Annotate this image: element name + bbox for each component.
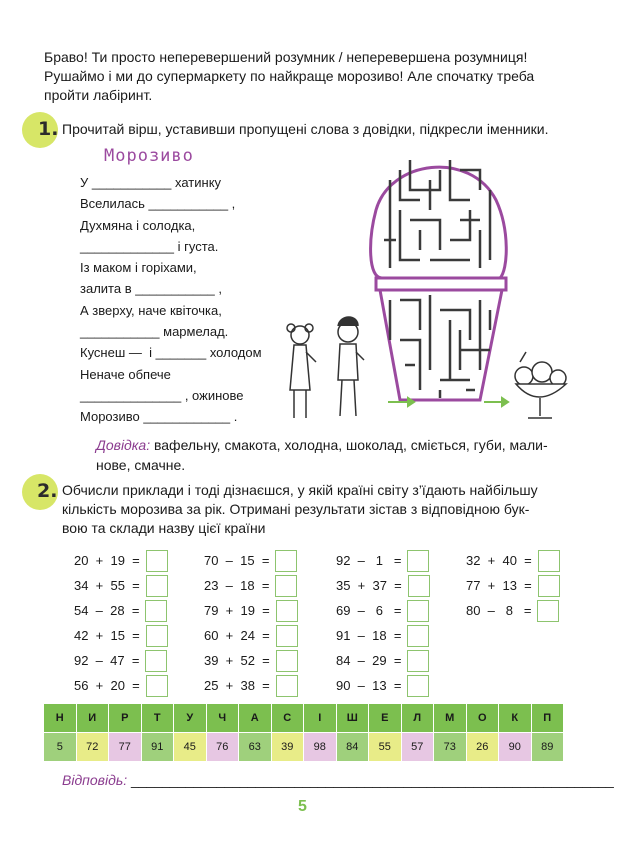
key-letter-cell: С [272, 704, 304, 732]
key-number-cell: 90 [499, 733, 531, 761]
key-number-cell: 26 [467, 733, 499, 761]
key-letter-cell: Ш [337, 704, 369, 732]
key-letter-cell: О [467, 704, 499, 732]
answer-box[interactable] [145, 650, 167, 672]
answer-box[interactable] [407, 550, 429, 572]
answer-box[interactable] [407, 625, 429, 647]
poem-line: Морозиво ____________ . [80, 409, 238, 425]
exercise-text: 90 – 13 = [336, 678, 402, 693]
ice-cream-maze-illustration [280, 140, 580, 430]
poem-line: Вселилась ___________ , [80, 196, 236, 212]
key-number-cell: 72 [77, 733, 109, 761]
key-letter-cell: Н [44, 704, 76, 732]
answer-box[interactable] [146, 675, 168, 697]
poem-line: Куснеш — і _______ холодом [80, 345, 262, 361]
exercise-text: 32 + 40 = [466, 553, 532, 568]
exercise-text: 42 + 15 = [74, 628, 140, 643]
exercise-text: 77 + 13 = [466, 578, 532, 593]
poem-title: Морозиво [104, 146, 194, 166]
answer-box[interactable] [276, 625, 298, 647]
answer-box[interactable] [276, 650, 298, 672]
intro-line-2: Рушаймо і ми до супермаркету по найкраще морозиво! Але спочатку треба [44, 68, 535, 84]
answer-box[interactable] [275, 550, 297, 572]
key-letter-cell: Р [109, 704, 141, 732]
exercise [336, 648, 430, 673]
exercise [204, 648, 298, 673]
key-number-cell: 5 [44, 733, 76, 761]
page-number: 5 [298, 798, 307, 815]
answer-line[interactable]: ______________________________________________________________ [127, 772, 614, 788]
answer-box[interactable] [407, 600, 429, 622]
exercise-text: 92 – 47 = [74, 653, 140, 668]
exercise-column-3 [336, 548, 430, 698]
exercise [74, 548, 168, 573]
task-2-line-1: Обчисли приклади і тоді дізнаєшся, у якій країні світу з’їдають найбільшу [62, 482, 538, 498]
answer-box[interactable] [276, 600, 298, 622]
answer-box[interactable] [407, 650, 429, 672]
answer-box[interactable] [275, 575, 297, 597]
exercise [204, 598, 298, 623]
key-number-cell: 73 [434, 733, 466, 761]
answer-row [62, 772, 614, 788]
key-number-cell: 77 [109, 733, 141, 761]
exercise-text: 35 + 37 = [336, 578, 402, 593]
key-letter-cell: Ч [207, 704, 239, 732]
answer-box[interactable] [407, 675, 429, 697]
exercise [74, 573, 168, 598]
exercise-text: 56 + 20 = [74, 678, 140, 693]
task-1-number: 1. [38, 118, 59, 140]
key-letter-cell: Е [369, 704, 401, 732]
letter-number-key-table [44, 704, 564, 762]
exercise [466, 548, 560, 573]
exercise [74, 623, 168, 648]
answer-box[interactable] [146, 550, 168, 572]
task-2-line-2: кількість морозива за рік. Отримані результати зістав з відповідною бук- [62, 501, 530, 517]
exercise-text: 34 + 55 = [74, 578, 140, 593]
exercise-text: 25 + 38 = [204, 678, 270, 693]
poem-line: залита в ___________ , [80, 281, 222, 297]
key-number-cell: 55 [369, 733, 401, 761]
exercise [336, 573, 430, 598]
answer-box[interactable] [145, 600, 167, 622]
exercise [336, 623, 430, 648]
task-2-line-3: вою та склади назву цієї країни [62, 520, 266, 536]
exercise [466, 573, 560, 598]
key-letter-cell: П [532, 704, 564, 732]
key-letter-cell: Т [142, 704, 174, 732]
exercise-text: 54 – 28 = [74, 603, 140, 618]
exercise-column-1 [74, 548, 168, 698]
answer-label: Відповідь: [62, 772, 128, 788]
exercise [336, 673, 430, 698]
exercise-text: 20 + 19 = [74, 553, 140, 568]
key-number-cell: 45 [174, 733, 206, 761]
intro-line-1: Браво! Ти просто неперевершений розумник / неперевершена розумниця! [44, 49, 528, 65]
task-2-instruction [62, 481, 612, 538]
answer-box[interactable] [538, 575, 560, 597]
exercise [74, 673, 168, 698]
poem-line: Неначе обпече [80, 366, 171, 382]
poem-text [80, 172, 262, 428]
exercise [204, 573, 298, 598]
poem-line: У ___________ хатинку [80, 175, 222, 190]
key-number-cell: 98 [304, 733, 336, 761]
exercise-text: 80 – 8 = [466, 603, 532, 618]
exercise [336, 548, 430, 573]
exercise-text: 39 + 52 = [204, 653, 270, 668]
exercise-text: 79 + 19 = [204, 603, 270, 618]
key-letter-cell: А [239, 704, 271, 732]
key-number-cell: 57 [402, 733, 434, 761]
hint-label: Довідка: [96, 437, 151, 453]
exercise-text: 91 – 18 = [336, 628, 402, 643]
exercise-text: 92 – 1 = [336, 553, 402, 568]
exercise [204, 673, 298, 698]
answer-box[interactable] [276, 675, 298, 697]
answer-box[interactable] [537, 600, 559, 622]
key-letter-cell: М [434, 704, 466, 732]
exercise [204, 548, 298, 573]
exercise-text: 69 – 6 = [336, 603, 402, 618]
poem-line: Духмяна і солодка, [80, 217, 196, 233]
hint-text-1: вафельну, смакота, холодна, шоколад, сміється, губи, мали- [150, 437, 548, 453]
task-2-number: 2. [37, 480, 58, 502]
key-number-cell: 76 [207, 733, 239, 761]
key-letter-cell: У [174, 704, 206, 732]
exercise-column-2 [204, 548, 298, 698]
key-letter-cell: Л [402, 704, 434, 732]
intro-paragraph [44, 48, 604, 105]
task-1-instruction: Прочитай вірш, уставивши пропущені слова з довідки, підкресли іменники. [62, 121, 549, 137]
key-number-cell: 63 [239, 733, 271, 761]
key-letter-cell: И [77, 704, 109, 732]
answer-box[interactable] [146, 575, 168, 597]
key-number-cell: 89 [532, 733, 564, 761]
exercise [204, 623, 298, 648]
exercise-text: 70 – 15 = [204, 553, 270, 568]
exercise [74, 598, 168, 623]
exercise [74, 648, 168, 673]
poem-line: _____________ і густа. [80, 238, 219, 254]
exercise-text: 23 – 18 = [204, 578, 270, 593]
answer-box[interactable] [538, 550, 560, 572]
poem-line: ___________ мармелад. [80, 324, 229, 340]
hint-text-2: нове, смачне. [96, 457, 186, 473]
exercise-text: 60 + 24 = [204, 628, 270, 643]
key-number-cell: 84 [337, 733, 369, 761]
poem-line: Із маком і горіхами, [80, 260, 197, 276]
key-number-cell: 39 [272, 733, 304, 761]
hint-block [96, 435, 566, 475]
key-letter-cell: К [499, 704, 531, 732]
intro-line-3: пройти лабіринт. [44, 87, 153, 103]
key-number-cell: 91 [142, 733, 174, 761]
exercise [336, 598, 430, 623]
answer-box[interactable] [146, 625, 168, 647]
exercise-text: 84 – 29 = [336, 653, 402, 668]
key-letter-cell: І [304, 704, 336, 732]
exercise [466, 598, 560, 623]
poem-line: А зверху, наче квіточка, [80, 302, 222, 318]
answer-box[interactable] [408, 575, 430, 597]
poem-line: ______________ , ожинове [80, 387, 244, 403]
exercise-column-4 [466, 548, 560, 623]
